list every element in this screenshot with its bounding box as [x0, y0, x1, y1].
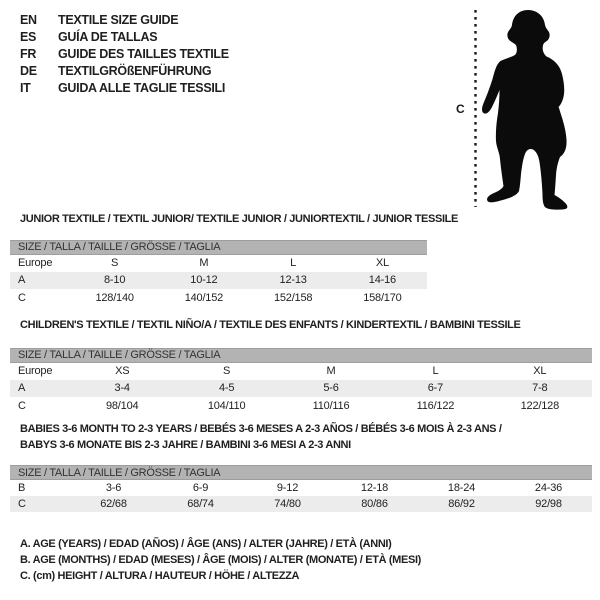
table-cell: 74/80 [274, 498, 301, 510]
table-cell: 158/170 [363, 291, 402, 304]
size-header-bar [10, 348, 592, 363]
table-row [10, 272, 427, 289]
language-code: DE [20, 64, 37, 78]
table-cell: 12-13 [279, 274, 307, 287]
table-row [10, 289, 427, 306]
height-measure-label: C [456, 102, 465, 116]
language-code: EN [20, 13, 37, 27]
table-row [10, 397, 592, 414]
language-code: FR [20, 47, 37, 61]
junior-textile-section [10, 212, 459, 306]
language-row [20, 63, 229, 80]
table-cell: 92/98 [535, 498, 562, 510]
table-row [10, 380, 592, 397]
table-cell: 86/92 [448, 498, 475, 510]
child-figure-svg [440, 0, 600, 218]
section-title-line: BABIES 3-6 MONTH TO 2-3 YEARS / BEBÉS 3-6 MESES A 2-3 AÑOS / BÉBÉS 3-6 MOIS À 2-3 ANS / [20, 423, 502, 435]
table-cell: 5-6 [323, 382, 339, 395]
row-label: C [18, 399, 26, 412]
table-cell: S [223, 365, 231, 378]
row-label: A [18, 382, 26, 395]
babies-textile-section [10, 422, 592, 512]
section-title [20, 318, 592, 334]
table-cell: 116/122 [416, 399, 455, 412]
table-cell: L [432, 365, 439, 378]
table-cell: 110/116 [312, 399, 350, 412]
row-label: C [18, 291, 26, 304]
table-cell: 68/74 [187, 498, 214, 510]
row-label: C [18, 498, 26, 510]
language-row [20, 12, 229, 29]
footnotes [20, 536, 421, 584]
table-cell: 128/140 [95, 291, 134, 304]
table-row [10, 255, 427, 272]
table-cell: 80/86 [361, 498, 388, 510]
table-cell: 18-24 [447, 482, 476, 494]
table-cell: M [199, 257, 209, 270]
child-figure [440, 0, 600, 218]
table-cell: 140/152 [184, 291, 224, 304]
table-row [10, 363, 592, 380]
table-cell: 62/68 [100, 498, 127, 510]
table-cell: 10-12 [190, 274, 218, 287]
row-label: Europe [18, 365, 53, 378]
row-label: Europe [18, 257, 53, 270]
section-title-line: JUNIOR TEXTILE / TEXTIL JUNIOR/ TEXTILE JUNIOR / JUNIORTEXTIL / JUNIOR TESSILE [20, 213, 459, 225]
language-code: ES [20, 30, 37, 44]
table-cell: 14-16 [368, 274, 396, 287]
row-label: A [18, 274, 26, 287]
language-title: TEXTILGRÖßENFÜHRUNG [58, 64, 212, 78]
language-title-list [20, 12, 229, 97]
language-row [20, 29, 229, 46]
table-row [10, 480, 592, 496]
table-cell: 7-8 [532, 382, 548, 395]
child-silhouette [482, 10, 567, 210]
size-header-bar [10, 240, 427, 255]
table-cell: 3-6 [105, 482, 122, 494]
table-cell: 104/110 [207, 399, 246, 412]
footnote-line: B. AGE (MONTHS) / EDAD (MESES) / ÂGE (MOIS) / ALTER (MONATE) / ETÀ (MESI) [20, 554, 421, 566]
size-table [10, 255, 427, 307]
language-row [20, 46, 229, 63]
language-title: TEXTILE SIZE GUIDE [58, 13, 179, 27]
table-cell: 6-7 [427, 382, 444, 395]
size-header-label: SIZE / TALLA / TAILLE / GRÖSSE / TAGLIA [18, 349, 221, 361]
table-cell: 4-5 [218, 382, 235, 395]
table-cell: 9-12 [276, 482, 299, 494]
table-cell: 6-9 [192, 482, 209, 494]
childrens-textile-section [10, 318, 592, 414]
size-header-bar [10, 465, 592, 480]
table-cell: XL [533, 365, 547, 378]
size-table [10, 480, 592, 512]
table-cell: 3-4 [114, 382, 130, 395]
table-cell: XL [375, 257, 389, 270]
section-title [20, 212, 459, 228]
footnote-line: A. AGE (YEARS) / EDAD (AÑOS) / ÂGE (ANS) / ALTER (JAHRE) / ETÀ (ANNI) [20, 538, 392, 550]
size-header-label: SIZE / TALLA / TAILLE / GRÖSSE / TAGLIA [18, 466, 221, 479]
table-row [10, 496, 592, 512]
table-cell: 98/104 [105, 399, 139, 412]
table-cell: XS [115, 365, 130, 378]
footnote-line: C. (cm) HEIGHT / ALTURA / HAUTEUR / HÖHE / ALTEZZA [20, 570, 300, 582]
language-title: GUIDE DES TAILLES TEXTILE [58, 47, 229, 61]
section-title-line: CHILDREN'S TEXTILE / TEXTIL NIÑO/A / TEXTILE DES ENFANTS / KINDERTEXTIL / BAMBINI TESSILE [20, 319, 521, 331]
table-cell: 152/158 [273, 291, 313, 304]
table-cell: 122/128 [520, 399, 560, 412]
row-label: B [18, 482, 26, 494]
size-header-label: SIZE / TALLA / TAILLE / GRÖSSE / TAGLIA [18, 241, 221, 253]
table-cell: 12-18 [360, 482, 389, 494]
size-table [10, 363, 592, 415]
table-cell: 24-36 [534, 482, 563, 494]
table-cell: L [290, 257, 297, 270]
language-title: GUÍA DE TALLAS [58, 30, 158, 44]
table-cell: 8-10 [104, 274, 126, 287]
table-cell: M [326, 365, 336, 378]
section-title-line: BABYS 3-6 MONATE BIS 2-3 JAHRE / BAMBINI 3-6 MESI A 2-3 ANNI [20, 438, 351, 451]
language-title: GUIDA ALLE TAGLIE TESSILI [58, 81, 226, 95]
language-row [20, 80, 229, 97]
language-code: IT [20, 81, 31, 95]
section-title [20, 422, 592, 453]
table-cell: S [111, 257, 119, 270]
